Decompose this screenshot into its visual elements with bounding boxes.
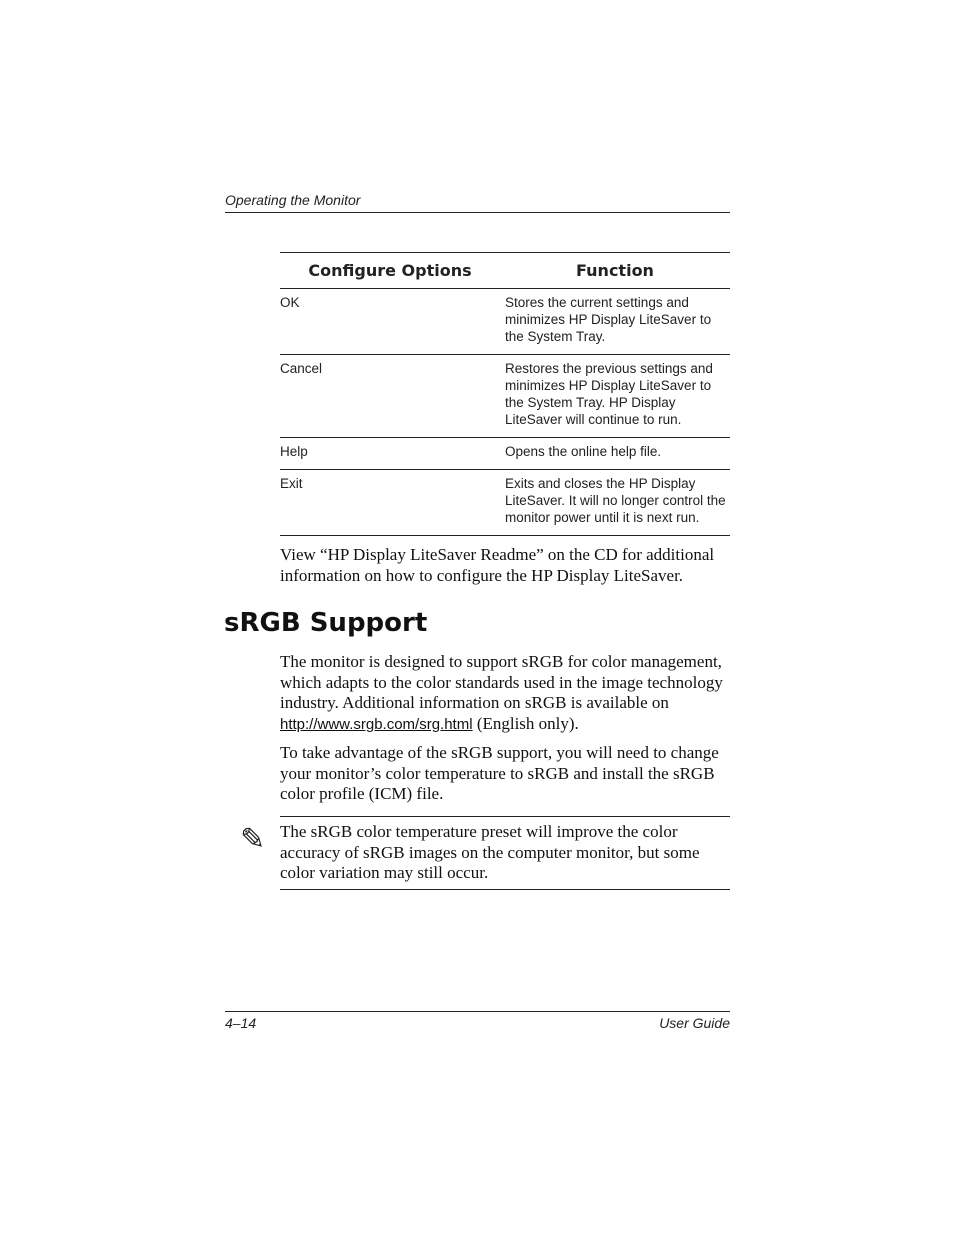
guide-title: User Guide	[659, 1015, 730, 1031]
function-cell: Exits and closes the HP Display LiteSaver. It will no longer control the monitor power until it is next run.	[500, 470, 730, 536]
note-text: The sRGB color temperature preset will improve the color accuracy of sRGB images on the computer monitor, but some color variation may still occur.	[280, 822, 700, 882]
table-header-row	[280, 253, 730, 289]
column-header-configure-options: Configure Options	[280, 253, 500, 289]
readme-paragraph: View “HP Display LiteSaver Readme” on the CD for additional information on how to configure the HP Display LiteSaver.	[280, 545, 715, 585]
table-row	[280, 355, 730, 438]
page-number: 4–14	[225, 1015, 257, 1031]
option-cell: Help	[280, 438, 500, 470]
para-text-after-link: (English only).	[472, 713, 579, 733]
table-row	[280, 289, 730, 355]
option-cell: Exit	[280, 470, 500, 536]
table-row	[280, 438, 730, 470]
pencil-icon: ✎	[240, 822, 266, 857]
column-header-function: Function	[500, 253, 730, 289]
option-cell: Cancel	[280, 355, 500, 438]
para-text-before-link: The monitor is designed to support sRGB for color management, which adapts to the color standards used in the image technology industry. Additional information on sRGB is available on	[280, 652, 723, 712]
table-row	[280, 470, 730, 536]
function-cell: Stores the current settings and minimizes HP Display LiteSaver to the System Tray.	[500, 289, 730, 355]
note-box	[280, 816, 730, 890]
configure-options-table	[280, 252, 730, 536]
page-footer	[225, 1011, 730, 1031]
running-header	[225, 191, 730, 213]
section-title: sRGB Support	[224, 608, 428, 638]
function-cell: Restores the previous settings and minimizes HP Display LiteSaver to the System Tray. HP Display LiteSaver will continue to run.	[500, 355, 730, 438]
srgb-intro-paragraph	[280, 652, 735, 735]
srgb-instructions-paragraph: To take advantage of the sRGB support, you will need to change your monitor’s color temperature to sRGB and install the sRGB color profile (ICM) file.	[280, 743, 719, 803]
option-cell: OK	[280, 289, 500, 355]
running-header-title: Operating the Monitor	[225, 192, 361, 208]
srgb-link[interactable]: http://www.srgb.com/srg.html	[280, 715, 473, 733]
function-cell: Opens the online help file.	[500, 438, 730, 470]
